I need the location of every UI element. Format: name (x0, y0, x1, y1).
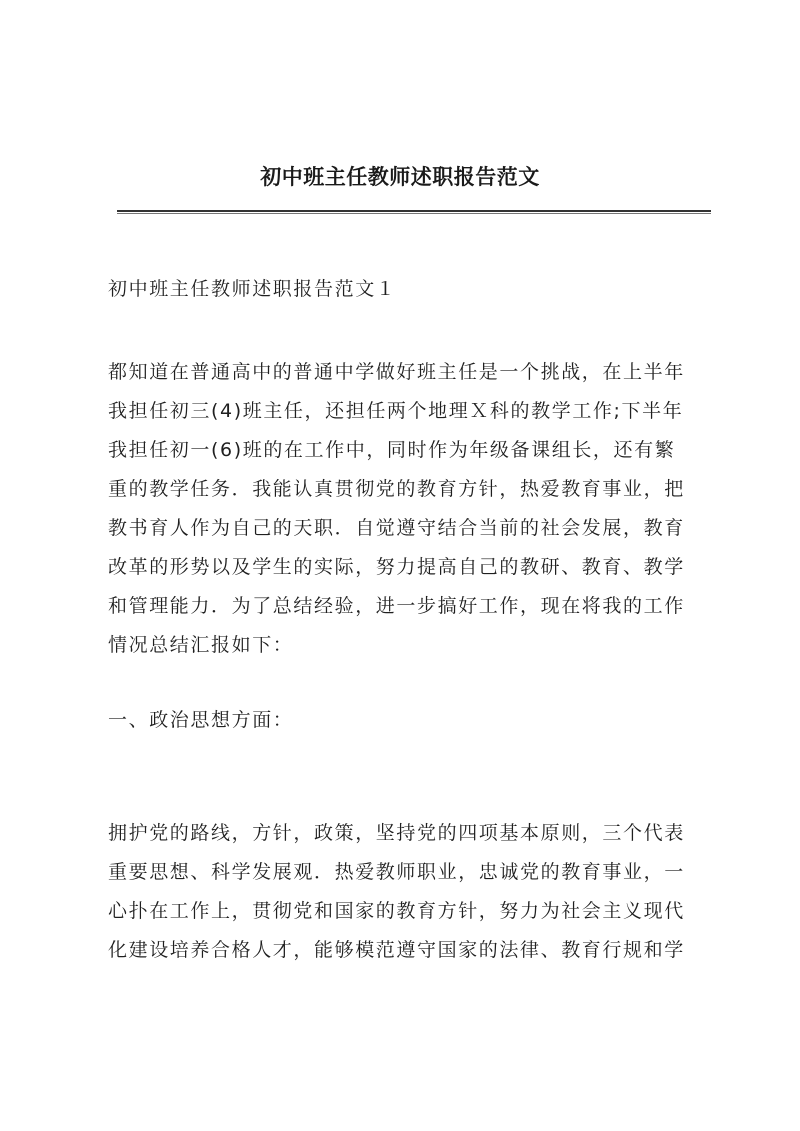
paragraph-line: 重的教学任务．我能认真贯彻党的教育方针，热爱教育事业，把 (108, 478, 685, 500)
section-heading-politics: 一、政治思想方面： (108, 709, 294, 731)
paragraph-line: 化建设培养合格人才，能够模范遵守国家的法律、教育行规和学 (108, 939, 685, 961)
paragraph-politics (108, 814, 718, 970)
paragraph-intro (108, 353, 718, 665)
paragraph-line: 我担任初一(6)班的在工作中，同时作为年级备课组长，还有繁 (108, 439, 676, 461)
paragraph-line: 和管理能力．为了总结经验，进一步搞好工作，现在将我的工作 (108, 595, 685, 617)
document-subtitle: 初中班主任教师述职报告范文１ (108, 278, 397, 300)
title-divider (117, 210, 711, 214)
paragraph-line: 重要思想、科学发展观．热爱教师职业，忠诚党的教育事业，一 (108, 861, 685, 883)
paragraph-line: 改革的形势以及学生的实际，努力提高自己的教研、教育、教学 (108, 556, 685, 578)
paragraph-line: 都知道在普通高中的普通中学做好班主任是一个挑战，在上半年 (108, 361, 685, 383)
paragraph-line: 我担任初三(4)班主任，还担任两个地理Ｘ科的教学工作;下半年 (108, 400, 684, 422)
paragraph-line: 情况总结汇报如下： (108, 634, 294, 656)
paragraph-line: 拥护党的路线，方针，政策，坚持党的四项基本原则，三个代表 (108, 822, 685, 844)
document-title: 初中班主任教师述职报告范文 (260, 164, 540, 189)
paragraph-line: 教书育人作为自己的天职．自觉遵守结合当前的社会发展，教育 (108, 517, 685, 539)
paragraph-line: 心扑在工作上，贯彻党和国家的教育方针，努力为社会主义现代 (108, 900, 685, 922)
